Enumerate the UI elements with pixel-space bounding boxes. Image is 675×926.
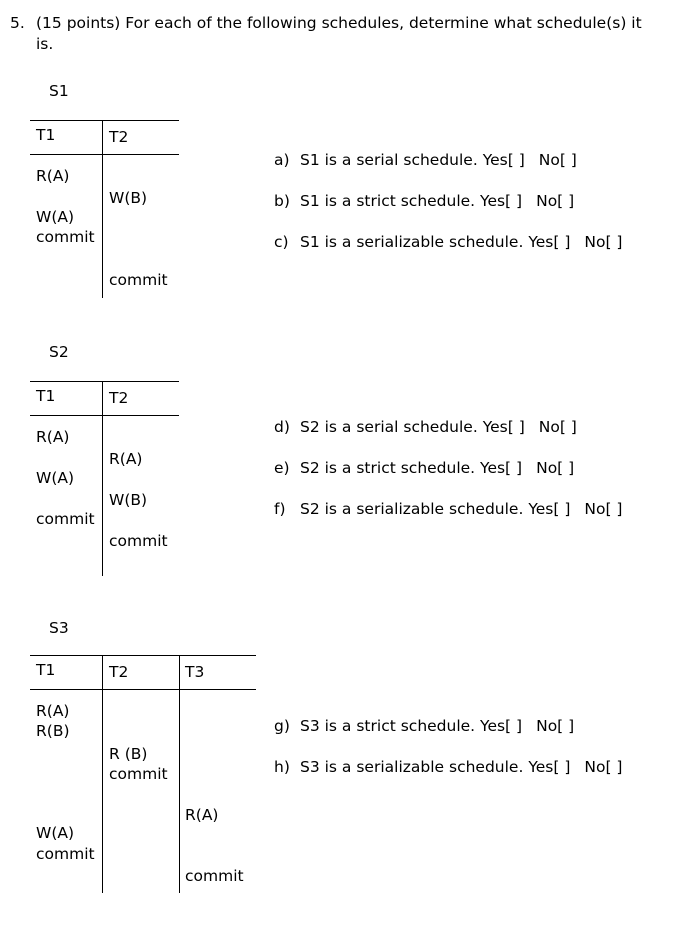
question-d: d) S2 is a serial schedule. Yes[ ] No[ ] <box>274 418 577 436</box>
s1-top-rule <box>30 120 179 121</box>
s3-top-rule <box>30 655 256 656</box>
s1-t1-op: W(A) <box>36 208 75 226</box>
s3-t3-op: R(A) <box>185 806 219 824</box>
question-number: 5. <box>10 14 25 32</box>
s3-column-divider-1 <box>102 655 103 893</box>
s2-t1-op: W(A) <box>36 469 75 487</box>
question-a: a) S1 is a serial schedule. Yes[ ] No[ ] <box>274 151 577 169</box>
question-h: h) S3 is a serializable schedule. Yes[ ] No[ ] <box>274 758 623 776</box>
s3-column-divider-2 <box>179 655 180 893</box>
s1-t1-op: R(A) <box>36 167 70 185</box>
question-f: f) S2 is a serializable schedule. Yes[ ] No[ ] <box>274 500 623 518</box>
s2-t1-op: R(A) <box>36 428 70 446</box>
s1-column-divider <box>102 120 103 298</box>
s2-header-t1: T1 <box>36 387 56 405</box>
s3-t1-op: R(A) <box>36 702 70 720</box>
s2-t1-op: commit <box>36 510 95 528</box>
s1-t2-op: W(B) <box>109 189 148 207</box>
s2-t2-op: R(A) <box>109 450 143 468</box>
s3-t2-op: commit <box>109 765 168 783</box>
s2-header-rule <box>30 415 179 416</box>
s1-t2-op: commit <box>109 271 168 289</box>
question-b: b) S1 is a strict schedule. Yes[ ] No[ ] <box>274 192 575 210</box>
s2-label: S2 <box>49 343 69 361</box>
s1-header-rule <box>30 154 179 155</box>
s2-t2-op: commit <box>109 532 168 550</box>
s2-top-rule <box>30 381 179 382</box>
s3-header-t1: T1 <box>36 661 56 679</box>
s1-t1-op: commit <box>36 228 95 246</box>
s2-t2-op: W(B) <box>109 491 148 509</box>
question-text-line1: (15 points) For each of the following schedules, determine what schedule(s) it <box>36 14 642 32</box>
s3-label: S3 <box>49 619 69 637</box>
s3-t1-op: W(A) <box>36 824 75 842</box>
s3-header-rule <box>30 689 256 690</box>
s2-header-t2: T2 <box>109 389 129 407</box>
question-e: e) S2 is a strict schedule. Yes[ ] No[ ] <box>274 459 575 477</box>
s3-header-t3: T3 <box>185 663 205 681</box>
s3-t2-op: R (B) <box>109 745 148 763</box>
s3-t3-op: commit <box>185 867 244 885</box>
s2-column-divider <box>102 381 103 576</box>
s1-header-t1: T1 <box>36 126 56 144</box>
question-c: c) S1 is a serializable schedule. Yes[ ] No[ ] <box>274 233 623 251</box>
question-g: g) S3 is a strict schedule. Yes[ ] No[ ] <box>274 717 575 735</box>
s3-t1-op: commit <box>36 845 95 863</box>
s1-header-t2: T2 <box>109 128 129 146</box>
question-text-line2: is. <box>36 35 54 53</box>
s3-header-t2: T2 <box>109 663 129 681</box>
s3-t1-op: R(B) <box>36 722 70 740</box>
s1-label: S1 <box>49 82 69 100</box>
